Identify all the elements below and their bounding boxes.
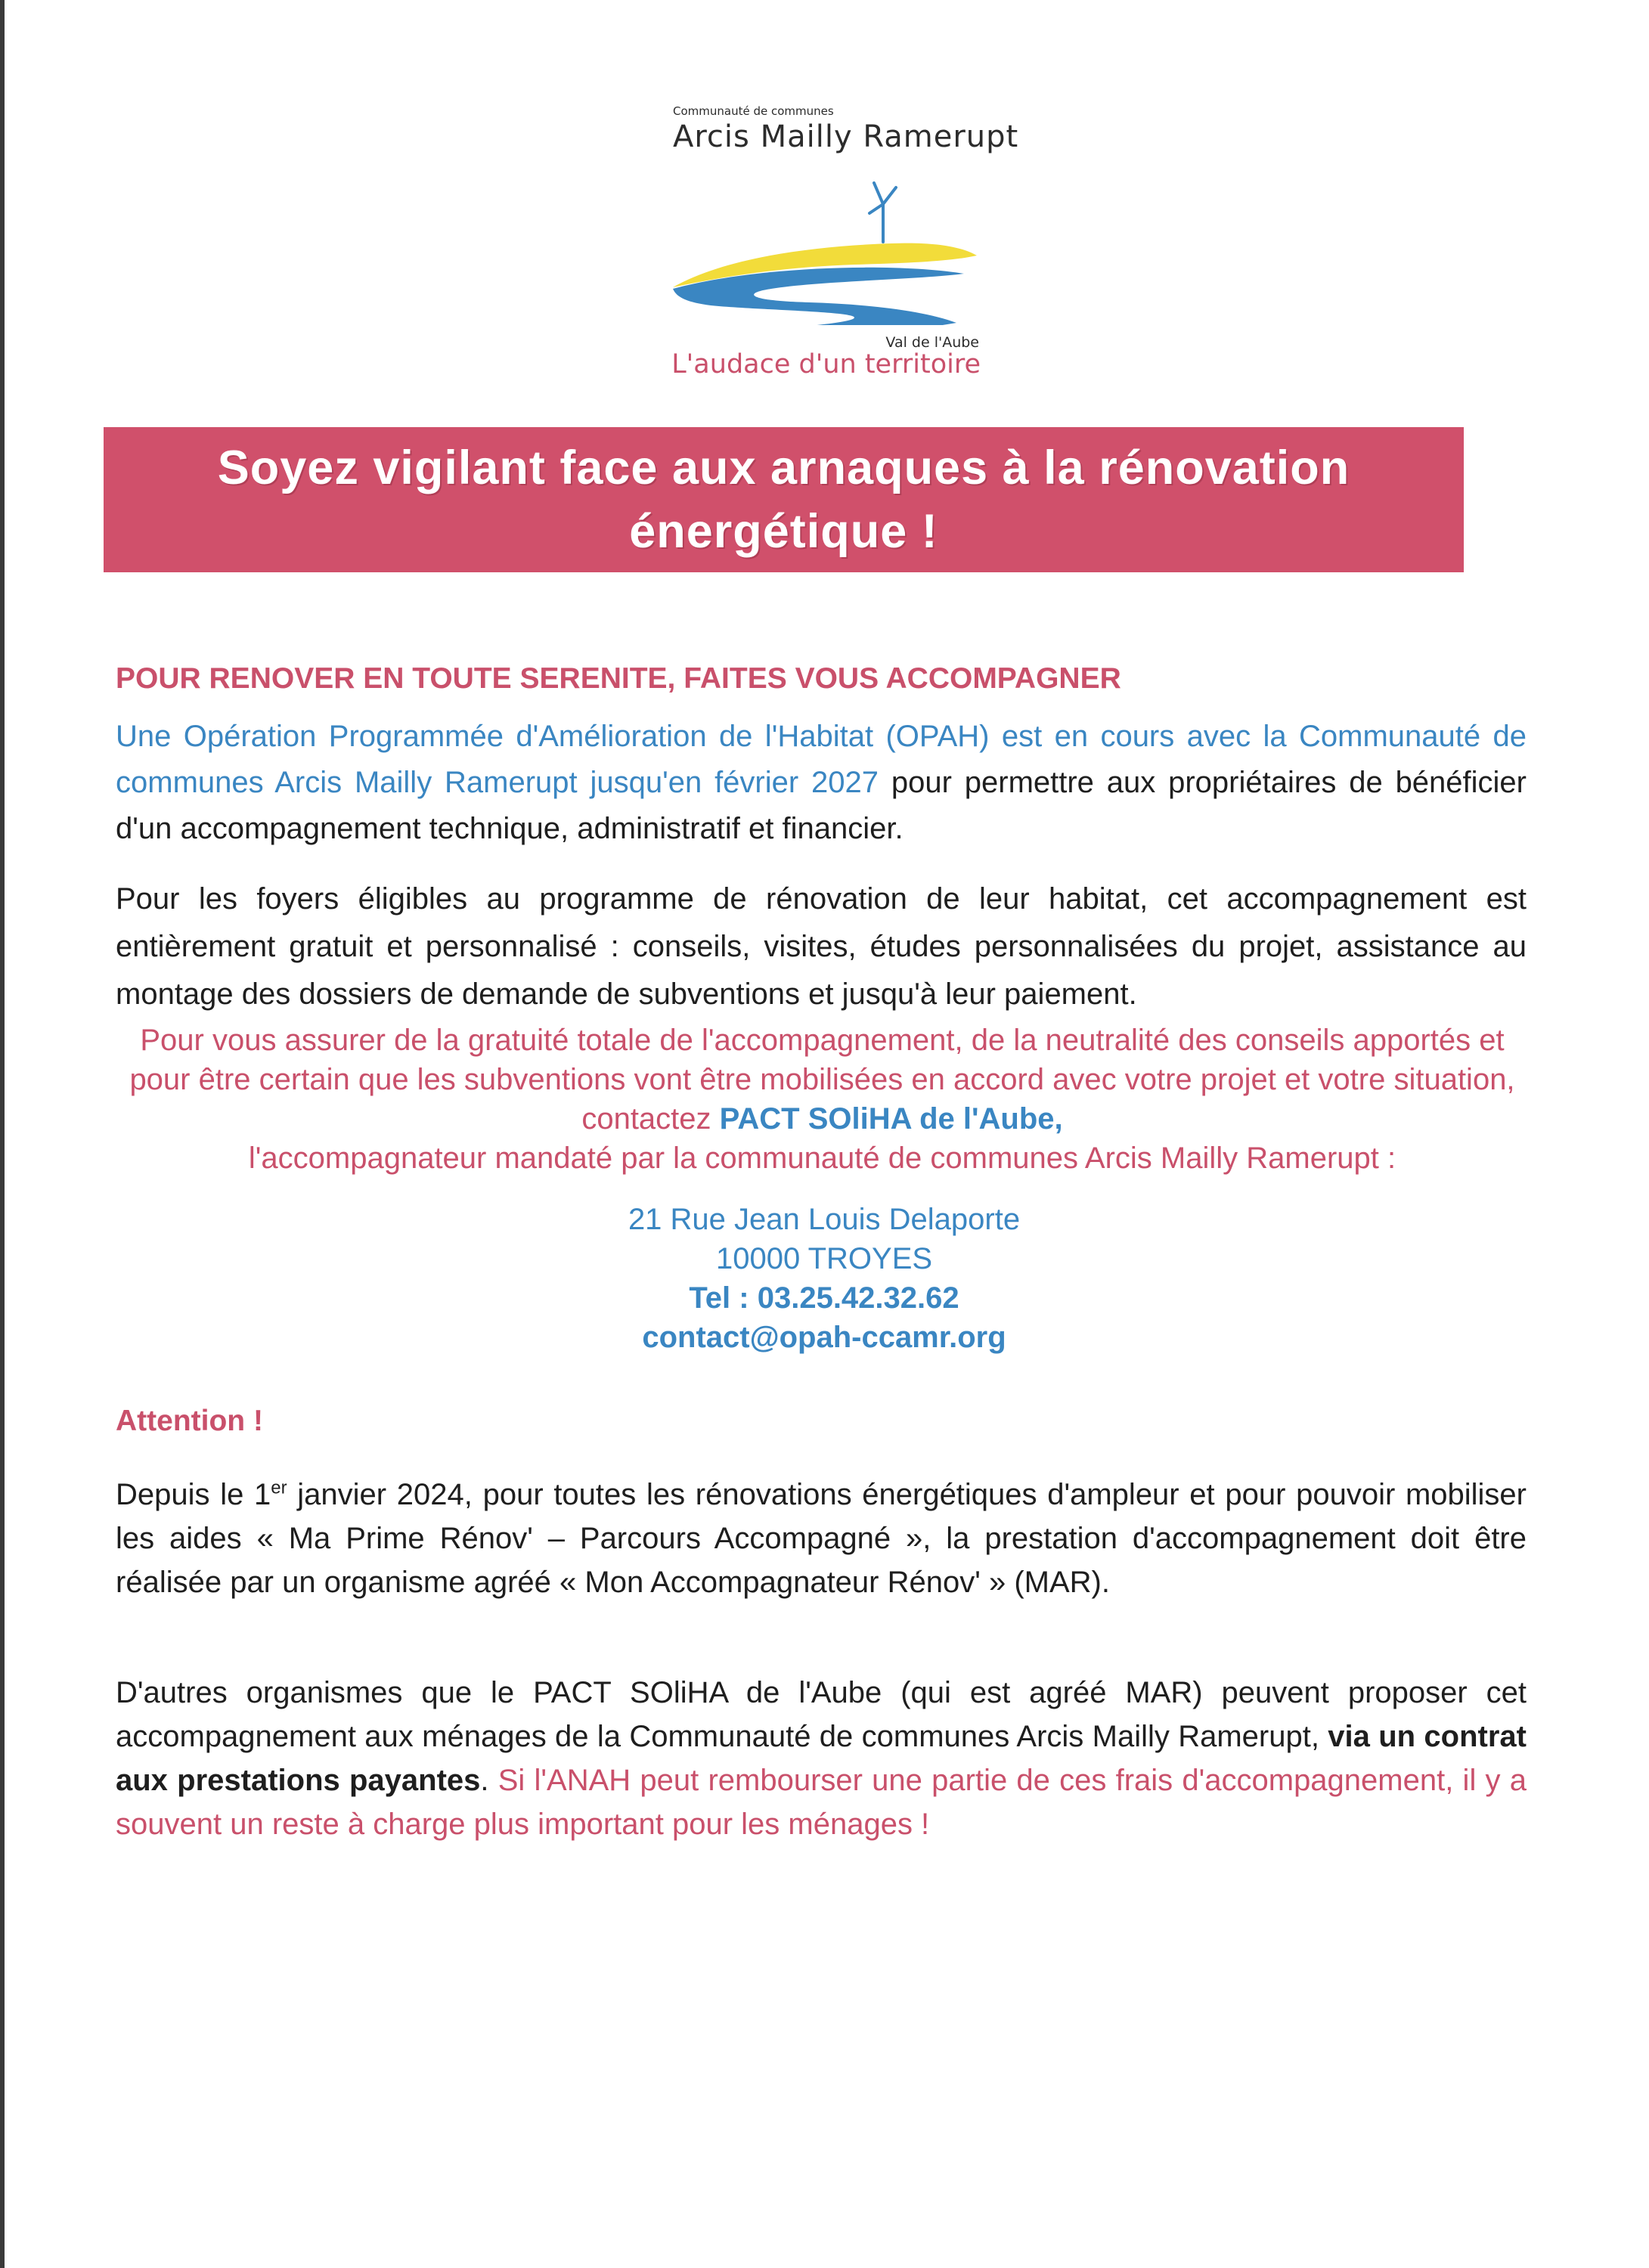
title-banner	[104, 427, 1464, 572]
address-street: 21 Rue Jean Louis Delaporte	[628, 1203, 1021, 1236]
contact-email[interactable]: contact@opah-ccamr.org	[642, 1321, 1006, 1354]
paragraph-eligibility: Pour les foyers éligibles au programme de rénovation de leur habitat, cet accompagnement est entièrement gratuit et personnalisé : conseils, visites, études personnalisées du projet, assistance au montage des dossiers de demande de subventions et jusqu'à leur paiement.	[116, 882, 1527, 1011]
paragraph-mar-requirement	[116, 1473, 1527, 1604]
opah-purpose: pour permettre aux propriétaires de bénéficier d'un accompagnement technique, administratif et financier.	[116, 766, 1527, 845]
warning-intro: D'autres organismes que le PACT SOliHA de l'Aube (qui est agréé MAR) peuvent proposer cet accompagnement aux ménages de la Communauté de communes Arcis Mailly Ramerupt,	[116, 1676, 1527, 1753]
contact-reason: Pour vous assurer de la gratuité totale de l'accompagnement, de la neutralité des conseils apportés et pour être certain que les subventions vont être mobilisées en accord avec votre projet et votre situation, contactez	[129, 1024, 1515, 1136]
wind-turbine-icon	[869, 183, 896, 242]
logo	[650, 98, 1019, 386]
logo-landscape-icon	[665, 151, 983, 325]
attention-heading: Attention !	[116, 1405, 263, 1437]
organisation-name: PACT SOliHA de l'Aube,	[719, 1102, 1063, 1136]
contact-address	[454, 1200, 1195, 1357]
logo-tagline: L'audace d'un territoire	[671, 349, 981, 380]
mar-text-rest: janvier 2024, pour toutes les rénovations énergétiques d'ampleur et pour pouvoir mobiliser les aides « Ma Prime Rénov' – Parcours Accompagné », la prestation d'accompagnement doit être réalisée par un organisme agréé « Mon Accompagnateur Rénov' » (MAR).	[116, 1478, 1527, 1599]
paragraph-contact-intro	[113, 1021, 1531, 1178]
mar-text-start: Depuis le 1	[116, 1478, 271, 1511]
paragraph-opah	[116, 714, 1527, 852]
warning-paid-contract: via un contrat aux prestations payantes	[116, 1720, 1527, 1797]
ordinal-suffix: er	[271, 1477, 287, 1498]
warning-remaining-cost: Si l'ANAH peut rembourser une partie de ces frais d'accompagnement, il y a souvent un reste à charge plus important pour les ménages !	[116, 1764, 1527, 1841]
page-title: Soyez vigilant face aux arnaques à la rénovation énergétique !	[217, 442, 1350, 558]
contact-phone[interactable]: Tel : 03.25.42.32.62	[689, 1281, 959, 1315]
logo-name: Arcis Mailly Ramerupt	[673, 119, 1019, 154]
logo-small-label: Communauté de communes	[673, 104, 834, 118]
warning-period: .	[480, 1764, 498, 1797]
contact-mandate: l'accompagnateur mandaté par la communauté de communes Arcis Mailly Ramerupt :	[248, 1142, 1396, 1175]
address-city: 10000 TROYES	[715, 1242, 933, 1275]
paragraph-warning	[116, 1671, 1527, 1846]
opah-intro: Une Opération Programmée d'Amélioration de l'Habitat (OPAH) est en cours avec la Communauté de communes Arcis Mailly Ramerupt jusqu'en février 2027	[116, 720, 1527, 799]
scan-edge	[0, 0, 5, 2268]
section-heading: POUR RENOVER EN TOUTE SERENITE, FAITES VOUS ACCOMPAGNER	[116, 662, 1121, 695]
logo-region: Val de l'Aube	[885, 334, 979, 351]
